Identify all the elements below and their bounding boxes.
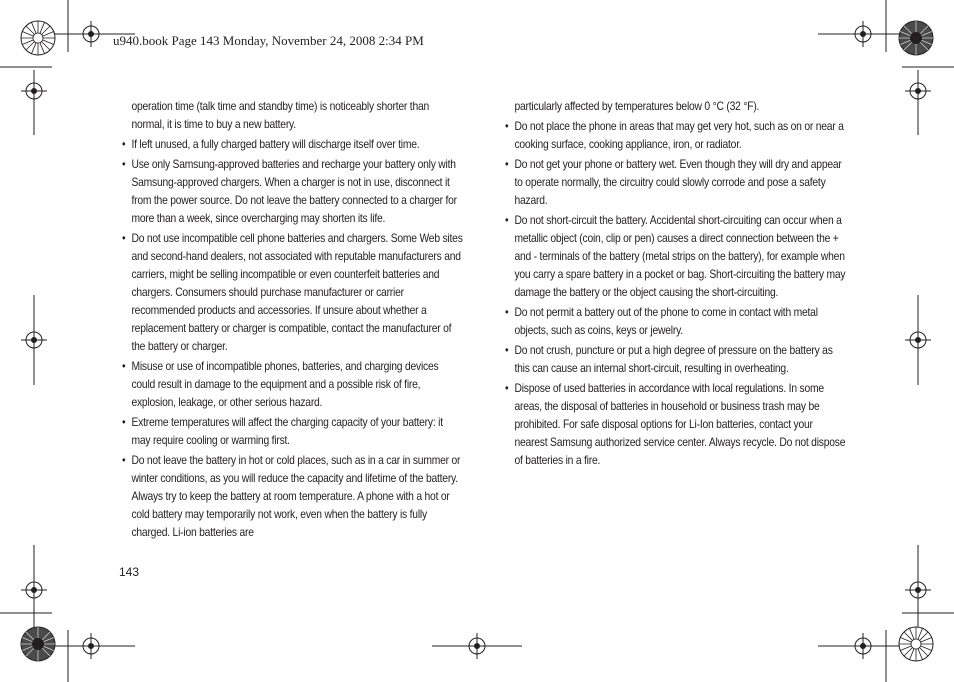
list-item bbox=[122, 451, 464, 541]
bullet-glyph: • bbox=[122, 359, 126, 373]
list-item bbox=[505, 211, 847, 301]
bullet-text: Do not short-circuit the battery. Accidental short-circuiting can occur when a metallic object (coin, clip or pen) causes a direct connection between the + and - terminals of the battery (metal strips on the battery), for example when you carry a spare battery in a pocket or bag. Short-circuiting the battery may damage the battery or the object causing the short-circuiting. bbox=[514, 213, 846, 299]
bullet-glyph: • bbox=[122, 415, 126, 429]
bullet-text: Misuse or use of incompatible phones, batteries, and charging devices could result in damage to the equipment and a possible risk of fire, explosion, leakage, or other serious hazard. bbox=[131, 359, 439, 409]
bullet-glyph: • bbox=[505, 157, 509, 171]
list-item bbox=[505, 117, 847, 153]
list-item bbox=[505, 341, 847, 377]
bullet-text: Do not place the phone in areas that may get very hot, such as on or near a cooking surface, cooking appliance, iron, or radiator. bbox=[514, 119, 844, 151]
bullet-text: If left unused, a fully charged battery will discharge itself over time. bbox=[131, 137, 420, 151]
bullet-glyph: • bbox=[505, 119, 509, 133]
bullet-glyph: • bbox=[505, 381, 509, 395]
bullet-glyph: • bbox=[122, 453, 126, 467]
left-column bbox=[122, 97, 464, 543]
list-item bbox=[505, 303, 847, 339]
list-item bbox=[122, 135, 464, 153]
running-head: u940.book Page 143 Monday, November 24, 2008 2:34 PM bbox=[113, 33, 424, 48]
continuation-paragraph: operation time (talk time and standby time) is noticeably shorter than normal, it is time to buy a new battery. bbox=[131, 99, 430, 131]
bullet-text: Use only Samsung-approved batteries and recharge your battery only with Samsung-approved chargers. When a charger is not in use, disconnect it from the power source. Do not leave the battery connected to a charger for more than a week, since overcharging may shorten its life. bbox=[131, 157, 457, 225]
bullet-glyph: • bbox=[122, 231, 126, 245]
bullet-text: Do not crush, puncture or put a high degree of pressure on the battery as this can cause an internal short-circuit, resulting in overheating. bbox=[514, 343, 833, 375]
right-column bbox=[505, 97, 847, 471]
bullet-text: Do not get your phone or battery wet. Even though they will dry and appear to operate normally, the circuitry could slowly corrode and pose a safety hazard. bbox=[514, 157, 842, 207]
list-item bbox=[122, 155, 464, 227]
bullet-glyph: • bbox=[505, 305, 509, 319]
bullet-glyph: • bbox=[505, 343, 509, 357]
bullet-glyph: • bbox=[505, 213, 509, 227]
continuation-paragraph: particularly affected by temperatures below 0 °C (32 °F). bbox=[514, 99, 760, 113]
page-number: 143 bbox=[119, 565, 140, 579]
bullet-text: Do not permit a battery out of the phone to come in contact with metal objects, such as coins, keys or jewelry. bbox=[514, 305, 818, 337]
bullet-text: Extreme temperatures will affect the charging capacity of your battery: it may require cooling or warming first. bbox=[131, 415, 443, 447]
bullet-text: Do not use incompatible cell phone batteries and chargers. Some Web sites and second-hand dealers, not associated with reputable manufacturers and carriers, might be selling incompatible or even counterfeit batteries and chargers. Consumers should purchase manufacturer or carrier recommended products and accessories. If unsure about whether a replacement battery or charger is compatible, contact the manufacturer of the battery or charger. bbox=[131, 231, 463, 353]
bullet-glyph: • bbox=[122, 157, 126, 171]
list-item bbox=[122, 229, 464, 355]
list-item bbox=[122, 413, 464, 449]
list-item bbox=[505, 379, 847, 469]
bullet-glyph: • bbox=[122, 137, 126, 151]
bullet-text: Dispose of used batteries in accordance with local regulations. In some areas, the disposal of batteries in household or business trash may be prohibited. For safe disposal options for Li-Ion batteries, contact your nearest Samsung authorized service center. Always recycle. Do not dispose of batteries in a fire. bbox=[514, 381, 846, 467]
list-item bbox=[122, 357, 464, 411]
list-item bbox=[505, 155, 847, 209]
bullet-text: Do not leave the battery in hot or cold places, such as in a car in summer or winter conditions, as you will reduce the capacity and lifetime of the battery. Always try to keep the battery at room temperature. A phone with a hot or cold battery may temporarily not work, even when the battery is fully charged. Li-ion batteries are bbox=[131, 453, 461, 539]
